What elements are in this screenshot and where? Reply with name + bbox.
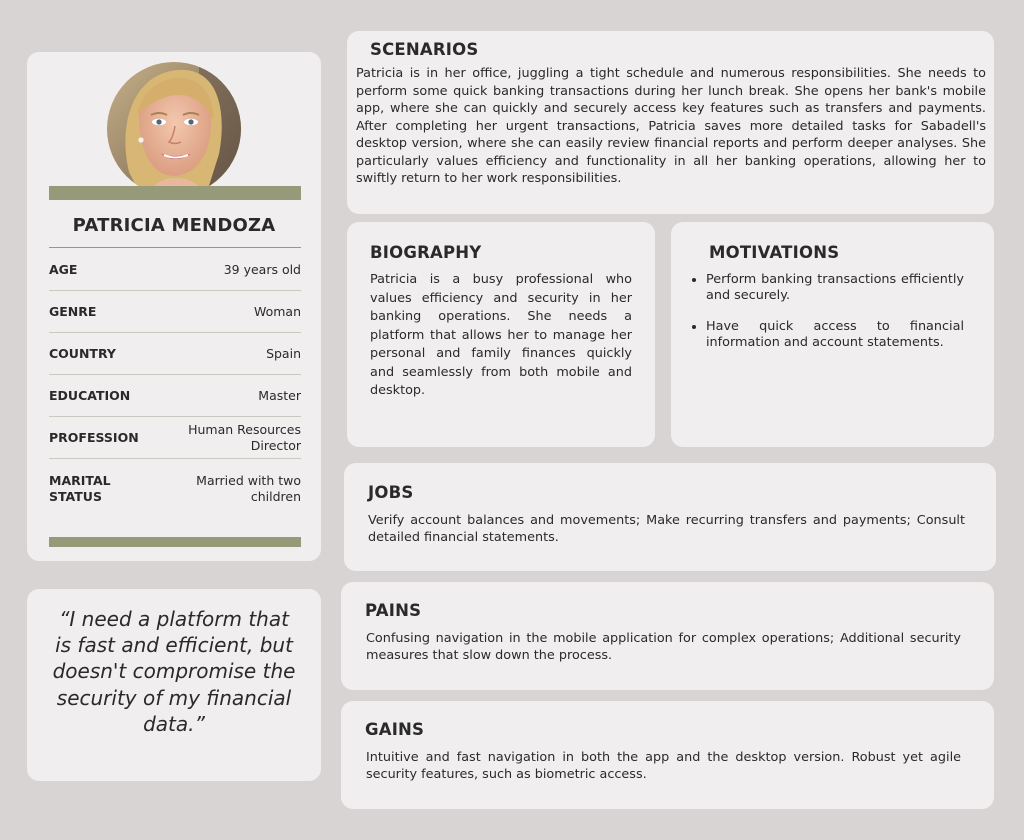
motivation-item: • Perform banking transactions efficiently and securely.	[706, 272, 964, 304]
motivations-title: MOTIVATIONS	[709, 243, 840, 262]
jobs-text: Verify account balances and movements; Make recurring transfers and payments; Consult detailed financial statements.	[368, 513, 965, 545]
info-value: Married with two children	[196, 473, 301, 504]
info-table	[49, 249, 301, 519]
info-value: 39 years old	[223, 261, 301, 277]
gains-text: Intuitive and fast navigation in both the app and the desktop version. Robust yet agile security features, such as biometric access.	[366, 750, 961, 782]
gains-card	[341, 701, 994, 809]
scenarios-title: SCENARIOS	[370, 40, 479, 59]
persona-quote: “I need a platform that is fast and efficient, but doesn't compromise the security of my financial data.”	[52, 607, 296, 736]
info-label: GENRE	[49, 303, 97, 319]
pains-text: Confusing navigation in the mobile application for complex operations; Additional security measures that slow down the process.	[366, 631, 961, 663]
info-row-education	[49, 375, 301, 417]
info-row-profession	[49, 417, 301, 459]
name-divider	[49, 247, 301, 248]
biography-text: Patricia is a busy professional who values efficiency and security in her banking operations. She needs a platform that allows her to manage her personal and family finances quickly and seamlessly from both mobile and desktop.	[370, 272, 632, 398]
motivation-item: • Have quick access to financial information and account statements.	[706, 319, 964, 351]
persona-name: PATRICIA MENDOZA	[72, 215, 276, 236]
info-label: PROFESSION	[49, 429, 139, 445]
pains-title: PAINS	[365, 601, 422, 620]
biography-title: BIOGRAPHY	[370, 243, 482, 262]
info-row-country	[49, 333, 301, 375]
pains-card	[341, 582, 994, 690]
info-label: EDUCATION	[49, 387, 131, 403]
info-value: Woman	[253, 303, 301, 319]
info-value: Human Resources Director	[188, 421, 301, 453]
avatar	[107, 62, 241, 196]
motivations-card	[671, 222, 994, 447]
info-label: COUNTRY	[49, 345, 116, 361]
biography-card	[347, 222, 655, 447]
scenarios-text: Patricia is in her office, juggling a tight schedule and numerous responsibilities. She needs to perform some quick banking transactions during her lunch break. She opens her bank's mobile app, where she can quickly and securely access key features such as transfers and payments. After completing her urgent transactions, Patricia saves more detailed tasks for Sabadell's desktop version, where she can easily review financial reports and perform deeper analyses. She particularly values efficiency and functionality in all her banking operations, allowing her to swiftly return to her work responsibilities.	[356, 66, 986, 186]
accent-bar-bottom	[49, 537, 301, 547]
accent-bar-top	[49, 186, 301, 200]
info-label: AGE	[49, 261, 78, 277]
info-value: Master	[258, 387, 301, 403]
info-row-marital-status	[49, 459, 301, 519]
gains-title: GAINS	[365, 720, 425, 739]
quote-card	[27, 589, 321, 781]
jobs-card	[344, 463, 996, 571]
scenarios-card	[347, 31, 994, 214]
info-value: Spain	[266, 345, 301, 361]
info-row-age	[49, 249, 301, 291]
avatar-photo	[107, 62, 241, 196]
jobs-title: JOBS	[368, 483, 414, 502]
info-row-genre	[49, 291, 301, 333]
profile-card	[27, 52, 321, 561]
info-label: MARITAL STATUS	[49, 473, 111, 504]
motivations-list	[690, 272, 964, 366]
